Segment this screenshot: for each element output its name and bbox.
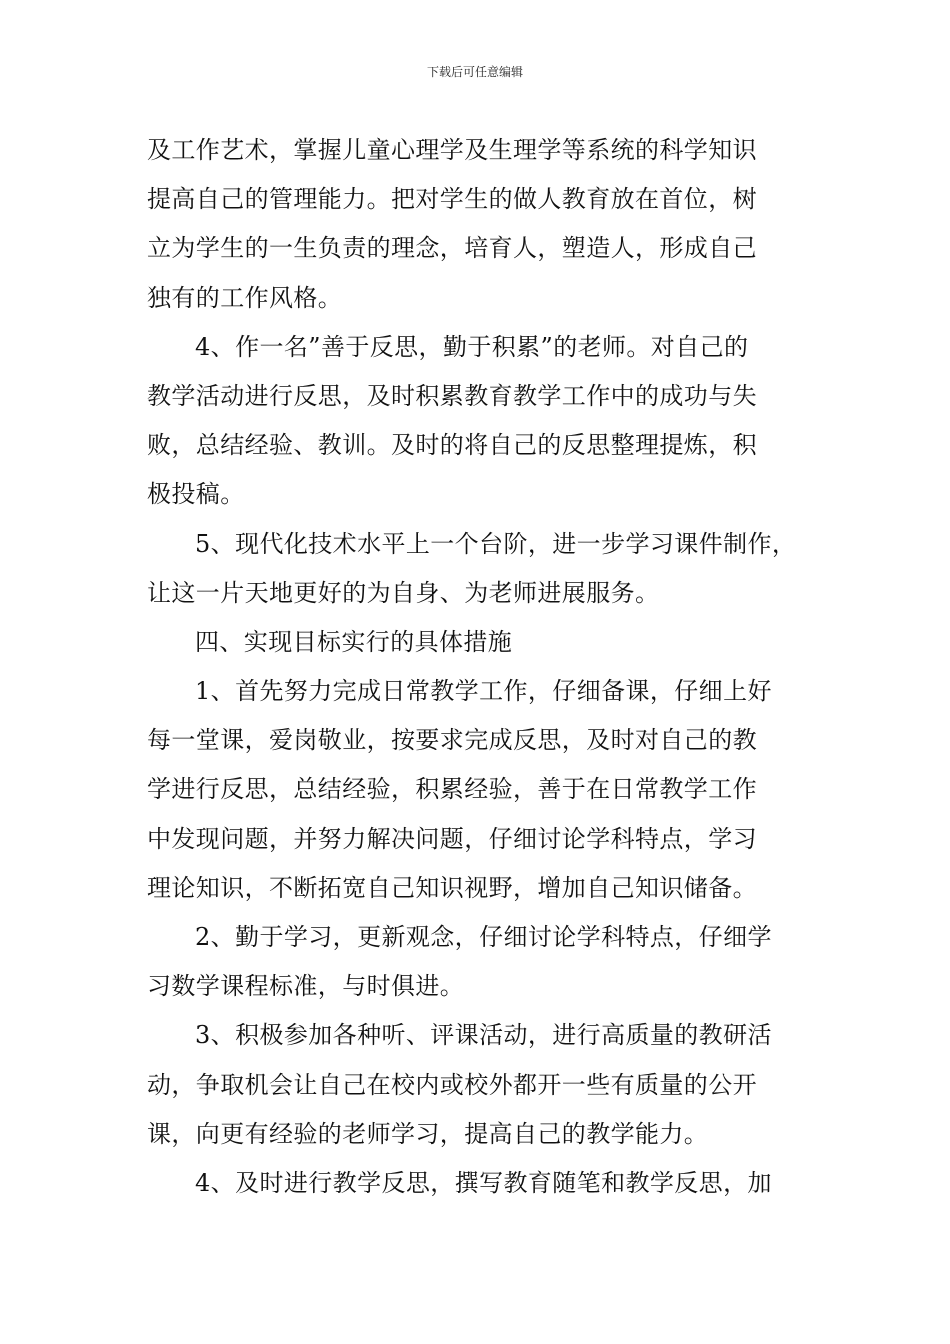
text-line: 独有的工作风格。 — [147, 283, 343, 312]
text-line: 立为学生的一生负责的理念，培育人，塑造人，形成自己 — [147, 234, 757, 263]
paragraph-start-line: 5、现代化技术水平上一个台阶，进一步学习课件制作， — [195, 529, 797, 558]
paragraph-start-line: 4、作一名”善于反思，勤于积累”的老师。对自己的 — [195, 332, 749, 361]
text-line: 败，总结经验、教训。及时的将自己的反思整理提炼，积 — [147, 431, 757, 460]
text-line: 学进行反思，总结经验，积累经验，善于在日常教学工作 — [147, 775, 757, 804]
paragraph-start-line: 1、首先努力完成日常教学工作，仔细备课，仔细上好 — [195, 677, 772, 706]
text-line: 极投稿。 — [147, 480, 245, 509]
text-line: 让这一片天地更好的为自身、为老师进展服务。 — [147, 578, 660, 607]
text-line: 教学活动进行反思，及时积累教育教学工作中的成功与失 — [147, 381, 757, 410]
text-line: 动，争取机会让自己在校内或校外都开一些有质量的公开 — [147, 1070, 757, 1099]
page-header: 下载后可任意编辑 — [426, 65, 523, 79]
paragraph-start-line: 4、及时进行教学反思，撰写教育随笔和教学反思，加 — [195, 1168, 772, 1197]
text-line: 中发现问题，并努力解决问题，仔细讨论学科特点，学习 — [147, 824, 757, 853]
body-text — [147, 126, 812, 1208]
paragraph-start-line: 3、积极参加各种听、评课活动，进行高质量的教研活 — [195, 1021, 772, 1050]
section-heading: 四、实现目标实行的具体措施 — [195, 627, 513, 656]
text-line: 每一堂课，爱岗敬业，按要求完成反思，及时对自己的教 — [147, 726, 757, 755]
text-line: 理论知识，不断拓宽自己知识视野，增加自己知识储备。 — [147, 873, 757, 902]
text-line: 课，向更有经验的老师学习，提高自己的教学能力。 — [147, 1119, 709, 1148]
text-line: 习数学课程标准，与时俱进。 — [147, 972, 465, 1001]
text-line: 及工作艺术，掌握儿童心理学及生理学等系统的科学知识 — [147, 136, 757, 164]
text-line: 提高自己的管理能力。把对学生的做人教育放在首位，树 — [147, 185, 757, 214]
paragraph-start-line: 2、勤于学习，更新观念，仔细讨论学科特点，仔细学 — [195, 923, 772, 951]
